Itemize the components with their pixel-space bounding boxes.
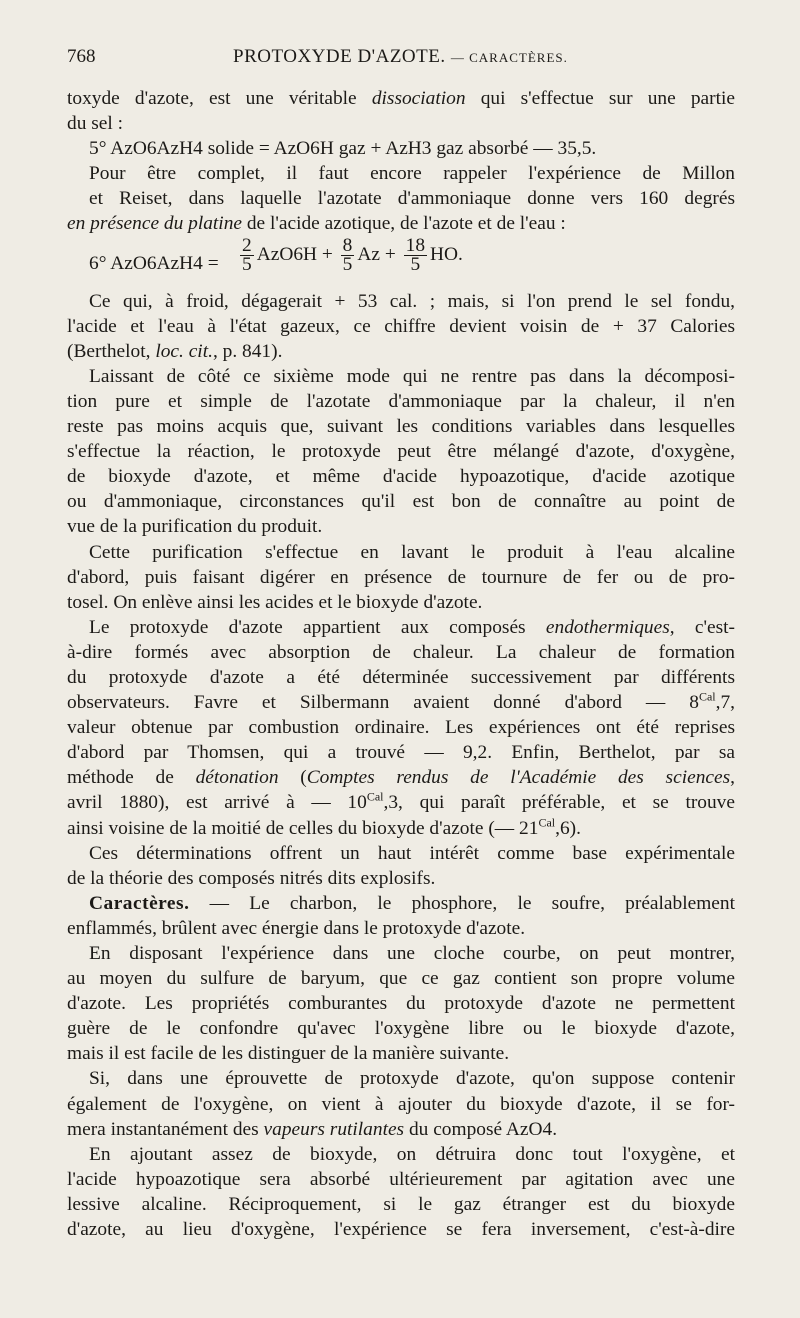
fraction: $\frac{2}{5}$ — [242, 234, 252, 275]
paragraph — [67, 289, 735, 364]
section-heading: Caractères. — [89, 892, 190, 914]
text-line: observateurs. Favre et Silbermann avaient donné d'abord — $8^{Cal},7$, — [67, 689, 735, 714]
text-line: de bioxyde d'azote, et même d'acide hypoazotique, d'acide azotique — [67, 466, 735, 488]
text-line: tion pure et simple de l'azotate d'ammoniaque par la chaleur, il n'en — [67, 390, 735, 412]
paragraph — [67, 540, 735, 615]
text-line: guère de le confondre qu'avec l'oxygène libre ou le bioxyde d'azote, — [67, 1018, 735, 1040]
text-line: du protoxyde d'azote a été déterminée successivement par différents — [67, 666, 735, 688]
equation-line — [67, 136, 735, 161]
reaction-formula: 6° AzO6AzH4 = $\frac{2}{5}$ AzO6H + $\frac{8}{5}$ Az + $\frac{18}{5}$ HO. — [89, 234, 463, 275]
text-line: du sel : — [67, 113, 124, 135]
paragraph — [67, 86, 735, 136]
text-line: toxyde d'azote, est une véritable dissociation qui s'effectue sur une partie — [67, 88, 735, 109]
text-line: vue de la purification du produit. — [67, 516, 323, 538]
text-line: Le protoxyde d'azote appartient aux composés endothermiques, c'est- — [89, 616, 735, 638]
running-header — [67, 46, 735, 76]
text-line: valeur obtenue par combustion ordinaire. Les expériences ont été reprises — [67, 717, 735, 739]
text-line: au moyen du sulfure de baryum, que ce gaz contient son propre volume — [67, 968, 735, 990]
italic-term: endothermiques — [545, 616, 670, 638]
text-line: d'azote, au lieu d'oxygène, l'expérience se fera inversement, c'est-à-dire — [67, 1219, 735, 1241]
italic-term: vapeurs rutilantes — [263, 1118, 405, 1140]
text-line: de la théorie des composés nitrés dits explosifs. — [67, 867, 436, 889]
text-line: et Reiset, dans laquelle l'azotate d'ammoniaque donne vers 160 degrés — [89, 188, 735, 210]
text-line: Caractères. — Le charbon, le phosphore, le soufre, préalablement — [89, 892, 735, 914]
paragraph — [67, 941, 735, 1066]
running-title: PROTOXYDE D'AZOTE. — CARACTÈRES. — [233, 46, 568, 67]
paragraph — [67, 1142, 735, 1242]
text-line: (Berthelot, loc. cit., p. 841). — [67, 340, 283, 362]
text-line: également de l'oxygène, on vient à ajouter du bioxyde d'azote, il se for- — [67, 1093, 735, 1115]
page-number: 768 — [67, 46, 96, 67]
text-line: ainsi voisine de la moitié de celles du bioxyde d'azote (— $21^{Cal},6$). — [67, 815, 581, 839]
text-line: d'abord, puis faisant digérer en présence de tournure de fer ou de pro- — [67, 566, 735, 588]
paragraph — [67, 1066, 735, 1141]
text-line: d'azote. Les propriétés comburantes du protoxyde d'azote ne permettent — [67, 993, 735, 1015]
text-line: s'effectue la réaction, le protoxyde peut être mélangé d'azote, d'oxygène, — [67, 441, 735, 463]
text-line: Pour être complet, il faut encore rappeler l'expérience de Millon — [89, 163, 735, 185]
italic-term: dissociation — [371, 88, 466, 109]
text-line: avril 1880), est arrivé à — $10^{Cal},3$, qui paraît préférable, et se trouve — [67, 789, 735, 814]
paragraph — [67, 891, 735, 941]
text-line: reste pas moins acquis que, suivant les conditions variables dans lesquelles — [67, 416, 735, 438]
italic-term: loc. cit. — [155, 340, 213, 362]
paragraph — [67, 161, 735, 236]
text-line: en présence du platine de l'acide azotique, de l'azote et de l'eau : — [67, 213, 566, 235]
citation: Comptes rendus de l'Académie des sciences — [306, 767, 731, 789]
paragraph — [67, 841, 735, 891]
text-line: mera instantanément des vapeurs rutilantes du composé AzO4. — [67, 1118, 558, 1140]
text-line: ou d'ammoniaque, circonstances qu'il est bon de connaître au point de — [67, 491, 735, 513]
text-line: Si, dans une éprouvette de protoxyde d'azote, qu'on suppose contenir — [89, 1068, 735, 1090]
fraction: $\frac{18}{5}$ — [405, 234, 426, 275]
text-line: méthode de détonation (Comptes rendus de l'Académie des sciences, — [67, 767, 736, 789]
text-line: tosel. On enlève ainsi les acides et le bioxyde d'azote. — [67, 591, 483, 613]
text-line: Laissant de côté ce sixième mode qui ne rentre pas dans la décomposi- — [89, 365, 735, 387]
fraction: $\frac{8}{5}$ — [342, 234, 353, 275]
text-line: l'acide hypoazotique sera absorbé ultérieurement par agitation avec une — [67, 1168, 735, 1190]
text-line: 5° AzO6AzH4 solide = AzO6H gaz + AzH3 gaz absorbé — 35,5. — [89, 138, 597, 160]
text-line: En ajoutant assez de bioxyde, on détruira donc tout l'oxygène, et — [89, 1143, 735, 1165]
text-line: à-dire formés avec absorption de chaleur. La chaleur de formation — [67, 641, 735, 663]
running-section: — CARACTÈRES. — [450, 50, 568, 65]
text-line: En disposant l'expérience dans une cloche courbe, on peut montrer, — [89, 943, 735, 964]
text-line: d'abord par Thomsen, qui a trouvé — 9,2. Enfin, Berthelot, par sa — [67, 742, 735, 764]
text-line: lessive alcaline. Réciproquement, si le gaz étranger est du bioxyde — [67, 1193, 735, 1215]
text-line: enflammés, brûlent avec énergie dans le protoxyde d'azote. — [67, 917, 526, 939]
text-line: Ces déterminations offrent un haut intérêt comme base expérimentale — [89, 842, 735, 864]
text-line: l'acide et l'eau à l'état gazeux, ce chiffre devient voisin de + 37 Calories — [67, 315, 735, 337]
text-line: mais il est facile de les distinguer de la manière suivante. — [67, 1043, 510, 1065]
italic-term: détonation — [195, 767, 279, 789]
paragraph — [67, 364, 735, 540]
italic-term: en présence du platine — [67, 213, 242, 235]
text-line: Ce qui, à froid, dégagerait + 53 cal. ; mais, si l'on prend le sel fondu, — [89, 290, 735, 312]
paragraph — [67, 615, 735, 841]
body-text — [67, 86, 735, 1242]
text-line: Cette purification s'effectue en lavant le produit à l'eau alcaline — [89, 541, 735, 563]
